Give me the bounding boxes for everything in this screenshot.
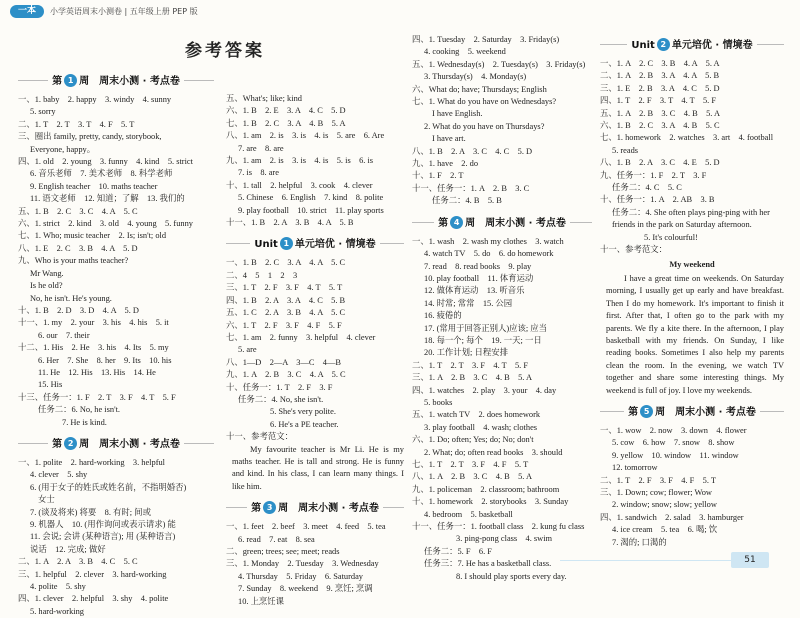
answer-line: 五、1. Wednesday(s) 2. Tuesday(s) 3. Friday(s) [412,59,586,69]
answer-line: 六、1. B 2. C 3. A 4. B 5. C [600,121,720,131]
answer-line: 4. Thursday 5. Friday 6. Saturday [238,571,363,581]
answer-line: 15. His [38,380,63,390]
answer-line: 3. play football 4. wash; clothes [424,422,538,432]
answer-line: 一、1. A 2. C 3. B 4. A 5. A [600,59,720,68]
answer-line: I have art. [432,134,466,144]
answer-line: Is he old? [30,281,63,291]
answer-line: 任务二：6. No, he isn't. [38,405,120,415]
section-header-week1: 第 1 周 周末小测 · 考点卷 [18,72,214,88]
answer-line: 十一、任务一：1. A 2. B 3. C [412,183,530,193]
answer-line: 七、1. Who; music teacher 2. Is; isn't; old [18,231,167,241]
sample-essay: My favourite teacher is Mr Li. He is my maths teacher. He is tall and strong. He is funny and kind. In his class, I can learn many things. I like him. [232,444,404,491]
answer-line: 4. watch TV 5. do 6. do homework [424,249,554,259]
number-badge: 4 [450,216,463,229]
answer-line: 五、What's; like; kind [226,94,302,103]
answer-line: 女士 [38,495,55,505]
answer-line: 六、1. T 2. F 3. F 4. F 5. F [226,320,342,330]
answer-line: 六、1. B 2. E 3. A 4. C 5. D [226,106,346,116]
answer-line: 五、1. watch TV 2. does homework [412,410,541,420]
answer-line: 二、1. T 2. F 3. F 4. F 5. T [600,475,717,485]
section-header-unit1: Unit 1 单元培优 · 情境卷 [226,235,404,251]
answer-line: 一、1. feet 2. beef 3. meet 4. feed 5. tea [226,522,386,532]
answer-line: 十三、任务一：1. F 2. T 3. F 4. T 5. F [18,392,176,402]
answer-line: 18. 每一个; 每个 19. 一天; 一日 [424,335,542,345]
column-2 [226,93,404,608]
answer-line: 3. Thursday(s) 4. Monday(s) [424,72,527,82]
answer-line: 二、1. T 2. T 3. T 4. F 5. T [18,119,135,129]
answer-line: 八、1. B 2. A 3. C 4. E 5. D [600,158,720,168]
number-badge: 2 [64,437,77,450]
answer-line: 七、1. am 2. funny 3. helpful 4. clever [226,332,376,342]
answer-line: 九、1. have 2. do [412,159,479,169]
answer-line: 一、1. wow 2. now 3. down 4. flower [600,425,747,435]
answer-line: 八、1. E 2. C 3. B 4. A 5. D [18,243,138,253]
answer-line: 二、4 5 1 2 3 [226,270,298,280]
essay-title: My weekend [669,259,715,269]
answer-line: 12. 做体育运动 13. 听音乐 [424,286,525,296]
answer-line: 5. books [424,397,453,407]
answer-line: 11. 语文老师 12. 知道；了解 13. 我们的 [30,194,185,204]
answer-line: 四、1. clever 2. helpful 3. shy 4. polite [18,594,169,604]
answer-line: 5. cow 6. how 7. snow 8. show [612,438,735,448]
answer-line: 5. She's very polite. [270,407,336,417]
answer-line: 六、What do; have; Thursdays; English [412,84,547,94]
answer-line: 4. bedroom 5. basketball [424,509,513,519]
answer-line: 三、圈出 family, pretty, candy, storybook, [18,132,162,142]
answer-line: 三、1. Down; cow; flower; Wow [600,488,712,497]
answer-line: 2. What; do; often read books 3. should [424,447,563,457]
answer-line: 一、1. polite 2. hard-working 3. helpful [18,457,166,467]
answer-line: 八、1. A 2. B 3. C 4. B 5. A [412,472,533,482]
answer-line: 四、1. Tuesday 2. Saturday 3. Friday(s) [412,35,560,44]
answer-line: 9. yellow 10. window 11. window [612,450,739,460]
answer-line: 6. He's a PE teacher. [270,419,339,429]
answer-line: 六、1. strict 2. kind 3. old 4. young 5. funny [18,219,193,229]
answer-line: 6. (用于女子的姓氏或姓名前，不指明婚否) [30,482,187,492]
answer-line: 十一、参考范文： [600,245,667,255]
section-header-week2: 第 2 周 周末小测 · 考点卷 [18,435,214,451]
answer-line: 任务二：5. F 6. F [424,546,492,556]
answer-line: 8. I should play sports every day. [456,571,567,581]
answer-line: 四、1. old 2. young 3. funny 4. kind 5. strict [18,157,193,167]
answer-line: 九、1. am 2. is 3. is 4. is 5. is 6. is [226,156,374,166]
answer-line: 2. What do you have on Thursdays? [424,121,545,131]
answer-line: 十、1. homework 2. storybooks 3. Sunday [412,497,569,507]
answer-line: 三、1. T 2. F 3. F 4. T 5. T [226,283,343,293]
page-number: 51 [731,552,769,568]
column-1 [18,66,214,618]
answer-line: 4. clever 5. shy [30,470,88,480]
answer-line: 十一、1. my 2. your 3. his 4. his 5. it [18,318,169,328]
answer-line: 17. (常用于回答正别人)应该; 应当 [424,323,548,333]
answer-line: 5. sorry [30,107,56,117]
answer-line: 10. 上烹饪课 [238,596,285,606]
answer-line: 十、1. F 2. T [412,171,464,181]
answer-line: 八、1. am 2. is 3. is 4. is 5. are 6. Are [226,131,385,141]
answer-line: 八、1. B 2. A 3. C 4. C 5. D [412,146,533,156]
answer-line: 一、1. B 2. C 3. A 4. A 5. C [226,258,346,268]
answer-line: 四、1. T 2. F 3. T 4. T 5. F [600,96,717,106]
answer-line: 十、任务一：1. A 2. AB 3. B [600,195,715,205]
answer-line: 十一、任务一：1. football class 2. kung fu class [412,522,585,532]
answer-line: 九、Who is your maths teacher? [18,256,129,266]
section-header-week4: 第 4 周 周末小测 · 考点卷 [412,214,592,230]
answer-line: 六、1. Do; often; Yes; do; No; don't [412,435,534,445]
answer-line: 九、任务一：1. F 2. T 3. F [600,170,707,180]
answer-line: 9. play football 10. strict 11. play sports [238,205,384,215]
answer-line: No, he isn't. He's young. [30,293,112,303]
answer-line: 十二、1. His 2. He 3. his 4. Its 5. my [18,343,169,353]
answer-line: 说话 12. 完成; 做好 [30,544,106,554]
answer-line: 5. hard-working [30,606,84,616]
footer-divider [560,560,732,561]
number-badge: 5 [640,405,653,418]
series-title: 小学英语周末小测卷 | 五年级上册 PEP 版 [50,7,198,16]
answer-line: 6. our 7. their [38,330,90,340]
answer-line: 12. tomorrow [612,463,658,473]
answer-line: 7. is 8. are [238,168,279,178]
column-4 [600,34,784,549]
answer-line: 7. He is kind. [62,417,107,427]
answer-line: 七、1. B 2. C 3. A 4. B 5. A [226,118,346,128]
answer-line: 任务二：4. C 5. C [612,183,682,193]
answer-line: 6. read 7. eat 8. sea [238,534,315,544]
answer-line: 5. reads [612,145,639,155]
section-header-week3: 第 3 周 周末小测 · 考点卷 [226,499,404,515]
answer-line: 4. cooking 5. weekend [424,47,506,57]
answer-line: 九、1. policeman 2. classroom; bathroom [412,484,560,494]
answer-line: 11. He 12. His 13. His 14. He [38,367,156,377]
answer-line: 四、1. B 2. A 3. A 4. C 5. B [226,295,346,305]
answer-line: 十一、参考范文： [226,432,293,442]
answer-line: 四、1. sandwich 2. salad 3. hamburger [600,512,744,522]
answer-line: 十、1. B 2. D 3. D 4. A 5. D [18,305,139,315]
answer-line: 一、1. baby 2. happy 3. windy 4. sunny [18,95,172,104]
answer-line: 七、1. homework 2. watches 3. art 4. football [600,133,774,143]
answer-line: 任务二：4. No, she isn't. [238,394,324,404]
answer-line: 任务二：4. She often plays ping-ping with her friends in the park on Saturday afternoon. [612,207,770,230]
answer-line: Everyone, happy。 [30,144,96,154]
answer-line: 五、1. B 2. C 3. C 4. A 5. C [18,206,138,216]
answer-line: 十、任务一：1. T 2. F 3. F [226,382,333,392]
answer-line: 9. English teacher 10. maths teacher [30,181,158,191]
answer-line: 4. polite 5. shy [30,582,86,592]
answer-line: 四、1. watches 2. play 3. your 4. day [412,385,557,395]
answer-line: Mr Wang. [30,268,64,278]
answer-line: 二、1. A 2. A 3. B 4. C 5. C [18,557,138,567]
answer-line: 十、1. tall 2. helpful 3. cook 4. clever [226,180,373,190]
answer-line: 5. are [238,345,257,355]
answer-line: 二、green; trees; see; meet; reads [226,547,340,556]
answer-line: 14. 时常; 常常 15. 公园 [424,298,513,308]
answer-line: 十一、1. B 2. A 3. B 4. A 5. B [226,218,354,228]
answer-line: 二、1. T 2. T 3. F 4. T 5. F [412,360,529,370]
answer-line: 九、1. A 2. B 3. C 4. A 5. C [226,370,346,380]
answer-line: 任务二：4. B 5. B [432,196,502,206]
answer-line: 2. window; snow; slow; yellow [612,500,717,510]
answer-line: 3. ping-pong class 4. swim [456,534,553,544]
answer-line: 7. read 8. read books 9. play [424,261,532,271]
answer-line: 7. Sunday 8. weekend 9. 烹饪; 烹调 [238,584,373,594]
answer-line: 三、1. A 2. B 3. C 4. B 5. A [412,373,533,383]
number-badge: 1 [280,237,293,250]
answer-line: 7. 渴的; 口渴的 [612,537,667,547]
answer-line: 10. play football 11. 体育运动 [424,273,534,283]
brand-logo: 一本 [10,5,44,18]
section-header-week5: 第 5 周 周末小测 · 考点卷 [600,403,784,419]
page-header [0,0,800,24]
answer-line: 4. ice cream 5. tea 6. 喝; 饮 [612,525,718,535]
answer-line: 八、1—D 2—A 3—C 4—B [226,357,341,367]
answer-line: 7. are 8. are [238,143,284,153]
answer-line: 6. 音乐老师 7. 美术老师 8. 科学老师 [30,169,173,179]
number-badge: 1 [64,74,77,87]
answer-line: 三、1. Monday 2. Tuesday 3. Wednesday [226,559,379,569]
answer-line: 二、1. A 2. B 3. A 4. A 5. B [600,71,720,81]
answer-line: 20. 工作计划; 日程安排 [424,348,508,358]
answer-line: 16. 疲倦的 [424,311,462,321]
answer-line: 任务三：7. He has a basketball class. [424,559,552,569]
answer-line: 5. Chinese 6. English 7. kind 8. polite [238,193,384,203]
answer-line: 七、1. What do you have on Wednesdays? [412,97,557,107]
number-badge: 3 [263,501,276,514]
answer-line: 7. (谈及将来) 将要 8. 有时; 间或 [30,507,151,517]
number-badge: 2 [657,38,670,51]
answer-line: 一、1. wash 2. wash my clothes 3. watch [412,236,564,246]
page-title: 参考答案 [185,41,265,61]
answer-line: 5. It's colourful! [644,232,698,242]
answer-line: 11. 会说; 会讲 (某种语言); 用 (某种语言) [30,532,176,542]
answer-line: I have English. [432,109,483,119]
answer-line: 七、1. T 2. T 3. F 4. F 5. T [412,460,529,469]
answer-line: 9. 机器人 10. (用作询问或表示请求) 能 [30,520,176,529]
sample-essay: I have a great time on weekends. On Saturday morning, I usually get up early and have breakfast. Then I do my homework. It's important to finish it first. After that, I often go to the park with my parents. We fly a kite there. In the afternoon, I play basketball with my friends. On Sunday, I like reading books. Sometimes I also help my parents clean the room. In the evening, we watch TV together and share some interesting things. My weekend is full of joy. I love my weekends. [606,273,784,395]
answer-line: 三、1. helpful 2. clever 3. hard-working [18,569,167,579]
column-3 [412,34,592,583]
answer-line: 五、1. C 2. A 3. B 4. A 5. C [226,308,346,318]
section-header-unit2: Unit 2 单元培优 · 情境卷 [600,36,784,52]
answer-line: 6. Her 7. She 8. her 9. Its 10. his [38,355,172,365]
answer-line: 三、1. E 2. B 3. A 4. C 5. D [600,83,720,93]
answer-line: 五、1. A 2. B 3. C 4. B 5. A [600,108,721,118]
